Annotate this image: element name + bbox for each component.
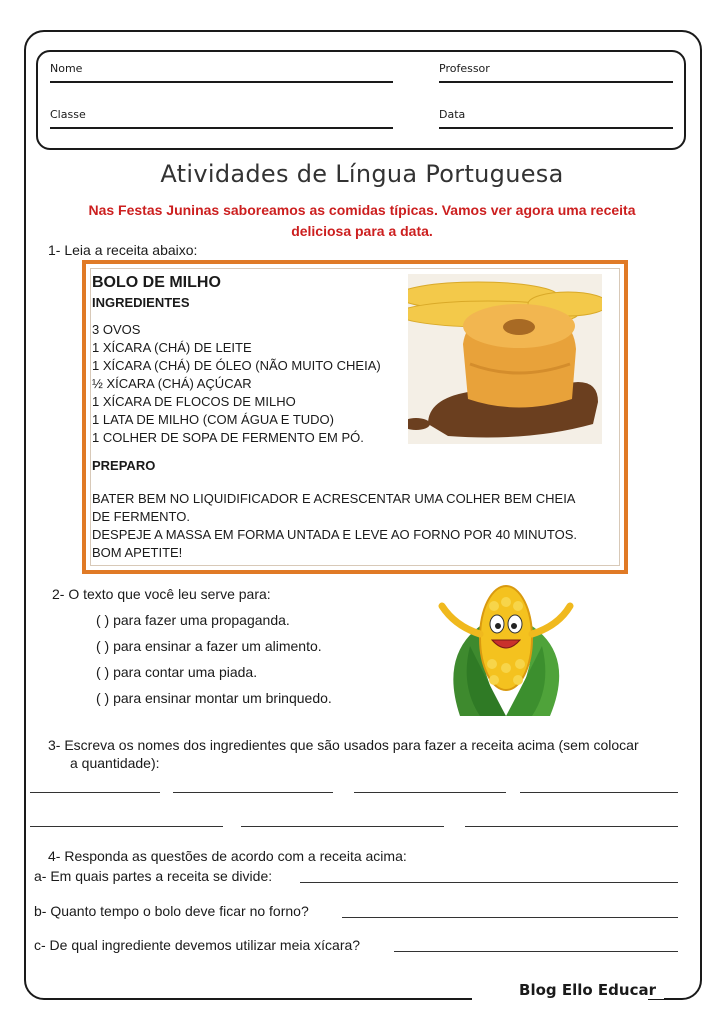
prep-steps	[92, 490, 616, 562]
class-field[interactable]	[50, 108, 86, 121]
page-title: Atividades de Língua Portuguesa	[160, 160, 564, 188]
ingredients-heading: INGREDIENTES	[92, 295, 190, 310]
question-2: 2- O texto que você leu serve para:	[52, 586, 271, 602]
q2-option-b[interactable]: ( ) para ensinar a fazer um alimento.	[96, 638, 322, 654]
teacher-label: Professor	[439, 62, 490, 75]
footer-credit: Blog Ello Educar	[511, 981, 664, 999]
date-field[interactable]	[439, 108, 465, 121]
intro-line-1: Nas Festas Juninas saboreamos as comidas típicas. Vamos ver agora uma receita	[88, 202, 636, 218]
question-4: 4- Responda as questões de acordo com a receita acima:	[48, 848, 407, 864]
student-info-box	[36, 50, 686, 150]
name-line	[50, 81, 393, 83]
question-4c: c- De qual ingrediente devemos utilizar meia xícara?	[34, 937, 361, 953]
ingredient-item: ½ XÍCARA (CHÁ) AÇÚCAR	[92, 376, 252, 391]
name-label: Nome	[50, 62, 83, 75]
question-4a: a- Em quais partes a receita se divide:	[34, 868, 273, 884]
answer-blank[interactable]	[30, 792, 160, 793]
q2-option-a[interactable]: ( ) para fazer uma propaganda.	[96, 612, 290, 628]
answer-blank-4c[interactable]	[394, 951, 678, 952]
corn-mascot-illustration	[420, 576, 590, 716]
date-line	[439, 127, 673, 129]
prep-step-line: DESPEJE A MASSA EM FORMA UNTADA E LEVE AO FORNO POR 40 MINUTOS.	[92, 527, 577, 542]
q2-option-c[interactable]: ( ) para contar uma piada.	[96, 664, 258, 680]
ingredient-item: 1 LATA DE MILHO (COM ÁGUA E TUDO)	[92, 412, 334, 427]
prep-heading: PREPARO	[92, 458, 156, 473]
teacher-field[interactable]	[439, 62, 490, 75]
answer-blank[interactable]	[173, 792, 333, 793]
answer-blank[interactable]	[465, 826, 678, 827]
question-1: 1- Leia a receita abaixo:	[48, 242, 198, 258]
prep-step-line: BOM APETITE!	[92, 545, 183, 560]
answer-blank[interactable]	[241, 826, 444, 827]
question-3-line-2: a quantidade):	[70, 755, 160, 771]
intro-line-2: deliciosa para a data.	[291, 223, 433, 239]
corn-cake-image	[408, 274, 602, 444]
name-field[interactable]	[50, 62, 82, 75]
question-4b: b- Quanto tempo o bolo deve ficar no forno?	[34, 903, 309, 919]
teacher-line	[439, 81, 673, 83]
answer-blank-4b[interactable]	[342, 917, 678, 918]
ingredient-item: 1 XÍCARA (CHÁ) DE ÓLEO (NÃO MUITO CHEIA)	[92, 358, 381, 373]
recipe-card	[82, 260, 628, 574]
ingredient-item: 1 XÍCARA (CHÁ) DE LEITE	[92, 340, 252, 355]
class-line	[50, 127, 393, 129]
question-3-line-1: 3- Escreva os nomes dos ingredientes que são usados para fazer a receita acima (sem colocar	[48, 737, 639, 753]
ingredient-item: 1 COLHER DE SOPA DE FERMENTO EM PÓ.	[92, 430, 364, 445]
intro-text	[40, 200, 684, 242]
ingredient-item: 1 XÍCARA DE FLOCOS DE MILHO	[92, 394, 296, 409]
date-label: Data	[439, 108, 466, 121]
answer-blank-4a[interactable]	[300, 882, 678, 883]
prep-step-line: BATER BEM NO LIQUIDIFICADOR E ACRESCENTAR UMA COLHER BEM CHEIA	[92, 491, 576, 506]
ingredients-list	[92, 321, 381, 447]
recipe-title: BOLO DE MILHO	[92, 274, 221, 291]
ingredient-item: 3 OVOS	[92, 322, 141, 337]
answer-blank[interactable]	[30, 826, 223, 827]
answer-blank[interactable]	[520, 792, 678, 793]
q2-option-d[interactable]: ( ) para ensinar montar um brinquedo.	[96, 690, 332, 706]
class-label: Classe	[50, 108, 86, 121]
answer-blank[interactable]	[354, 792, 506, 793]
prep-step-line: DE FERMENTO.	[92, 509, 190, 524]
